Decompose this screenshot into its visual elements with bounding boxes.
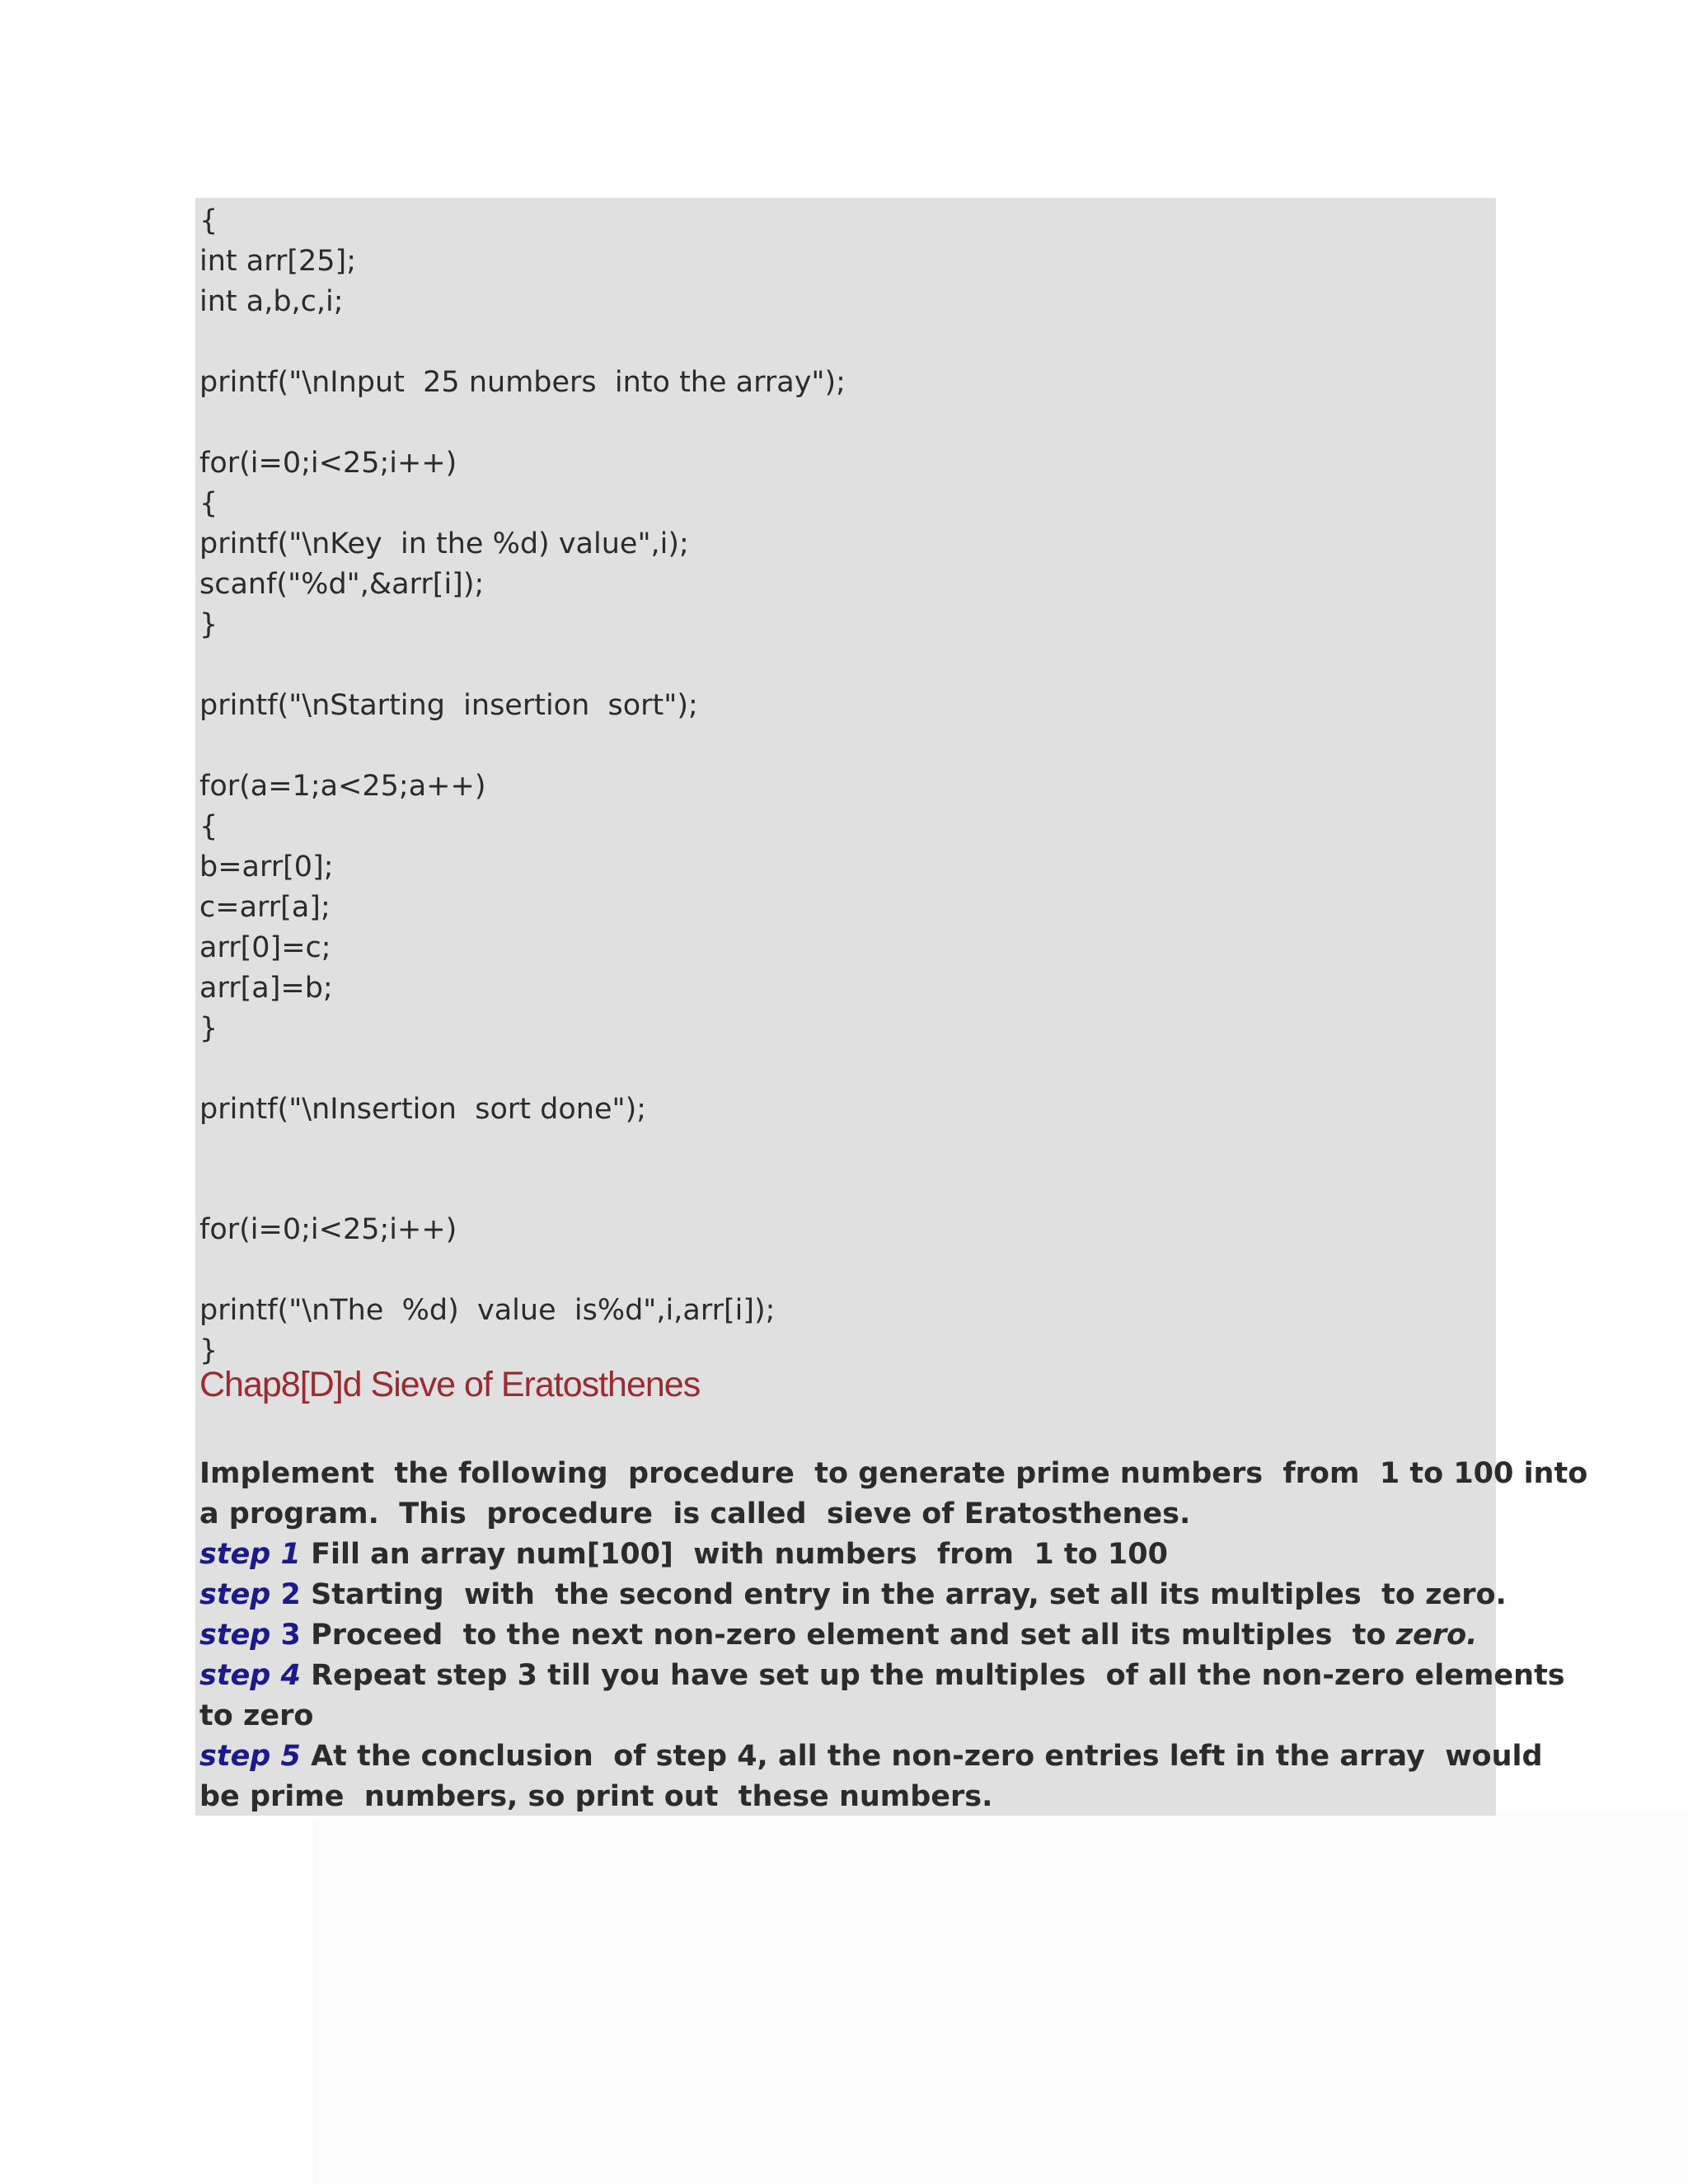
intro-line: a program. This procedure is called sieve of Eratosthenes. — [199, 1497, 1191, 1530]
code-line: scanf("%d",&arr[i]); — [199, 568, 485, 601]
step-label: step — [199, 1578, 271, 1611]
step-text-emphasis: zero. — [1395, 1619, 1478, 1652]
code-line: } — [199, 1012, 218, 1045]
code-line: b=arr[0]; — [199, 851, 334, 883]
code-line: printf("\nKey in the %d) value",i); — [199, 527, 689, 560]
step-2 — [199, 1575, 1507, 1615]
step-4 — [199, 1656, 1565, 1696]
code-line: printf("\nStarting insertion sort"); — [199, 689, 698, 722]
section-heading: Chap8[D]d Sieve of Eratosthenes — [199, 1365, 701, 1404]
step-4-continued: to zero — [199, 1699, 314, 1732]
step-label: step — [199, 1659, 271, 1692]
code-line: arr[a]=b; — [199, 972, 333, 1005]
step-number: 1 — [280, 1538, 301, 1571]
step-text: Repeat step 3 till you have set up the multiples of all the non-zero elements — [300, 1659, 1565, 1692]
code-line: for(a=1;a<25;a++) — [199, 770, 486, 803]
step-5 — [199, 1736, 1543, 1777]
step-5-continued: be prime numbers, so print out these numbers. — [199, 1780, 993, 1813]
step-text: At the conclusion of step 4, all the non-zero entries left in the array would — [300, 1740, 1543, 1773]
step-text: Fill an array num[100] with numbers from 1 to 100 — [300, 1538, 1168, 1571]
step-label: step — [199, 1619, 271, 1652]
code-line: { — [199, 204, 218, 237]
page-background-shade — [313, 1813, 1688, 2184]
step-label: step — [199, 1538, 271, 1571]
code-line: } — [199, 608, 218, 641]
step-text: Starting with the second entry in the array, set all its multiples to zero. — [300, 1578, 1507, 1611]
step-number: 2 — [280, 1578, 301, 1611]
step-number: 3 — [280, 1619, 301, 1652]
intro-line: Implement the following procedure to generate prime numbers from 1 to 100 into — [199, 1457, 1588, 1490]
code-line: { — [199, 810, 218, 843]
step-1 — [199, 1535, 1168, 1575]
step-number: 4 — [280, 1659, 301, 1692]
code-line: } — [199, 1334, 218, 1367]
code-line: for(i=0;i<25;i++) — [199, 1213, 457, 1246]
code-line: printf("\nInput 25 numbers into the array"); — [199, 366, 846, 399]
code-line: c=arr[a]; — [199, 891, 331, 924]
step-3 — [199, 1615, 1477, 1656]
code-line: int a,b,c,i; — [199, 285, 344, 318]
step-label: step — [199, 1740, 271, 1773]
step-text: Proceed to the next non-zero element and set all its multiples to — [300, 1619, 1396, 1652]
code-line: printf("\nThe %d) value is%d",i,arr[i]); — [199, 1294, 776, 1327]
code-line: for(i=0;i<25;i++) — [199, 447, 457, 480]
code-line: int arr[25]; — [199, 245, 357, 278]
code-line: { — [199, 487, 218, 520]
code-line: arr[0]=c; — [199, 931, 331, 964]
code-line: printf("\nInsertion sort done"); — [199, 1093, 647, 1126]
step-number: 5 — [280, 1740, 301, 1773]
